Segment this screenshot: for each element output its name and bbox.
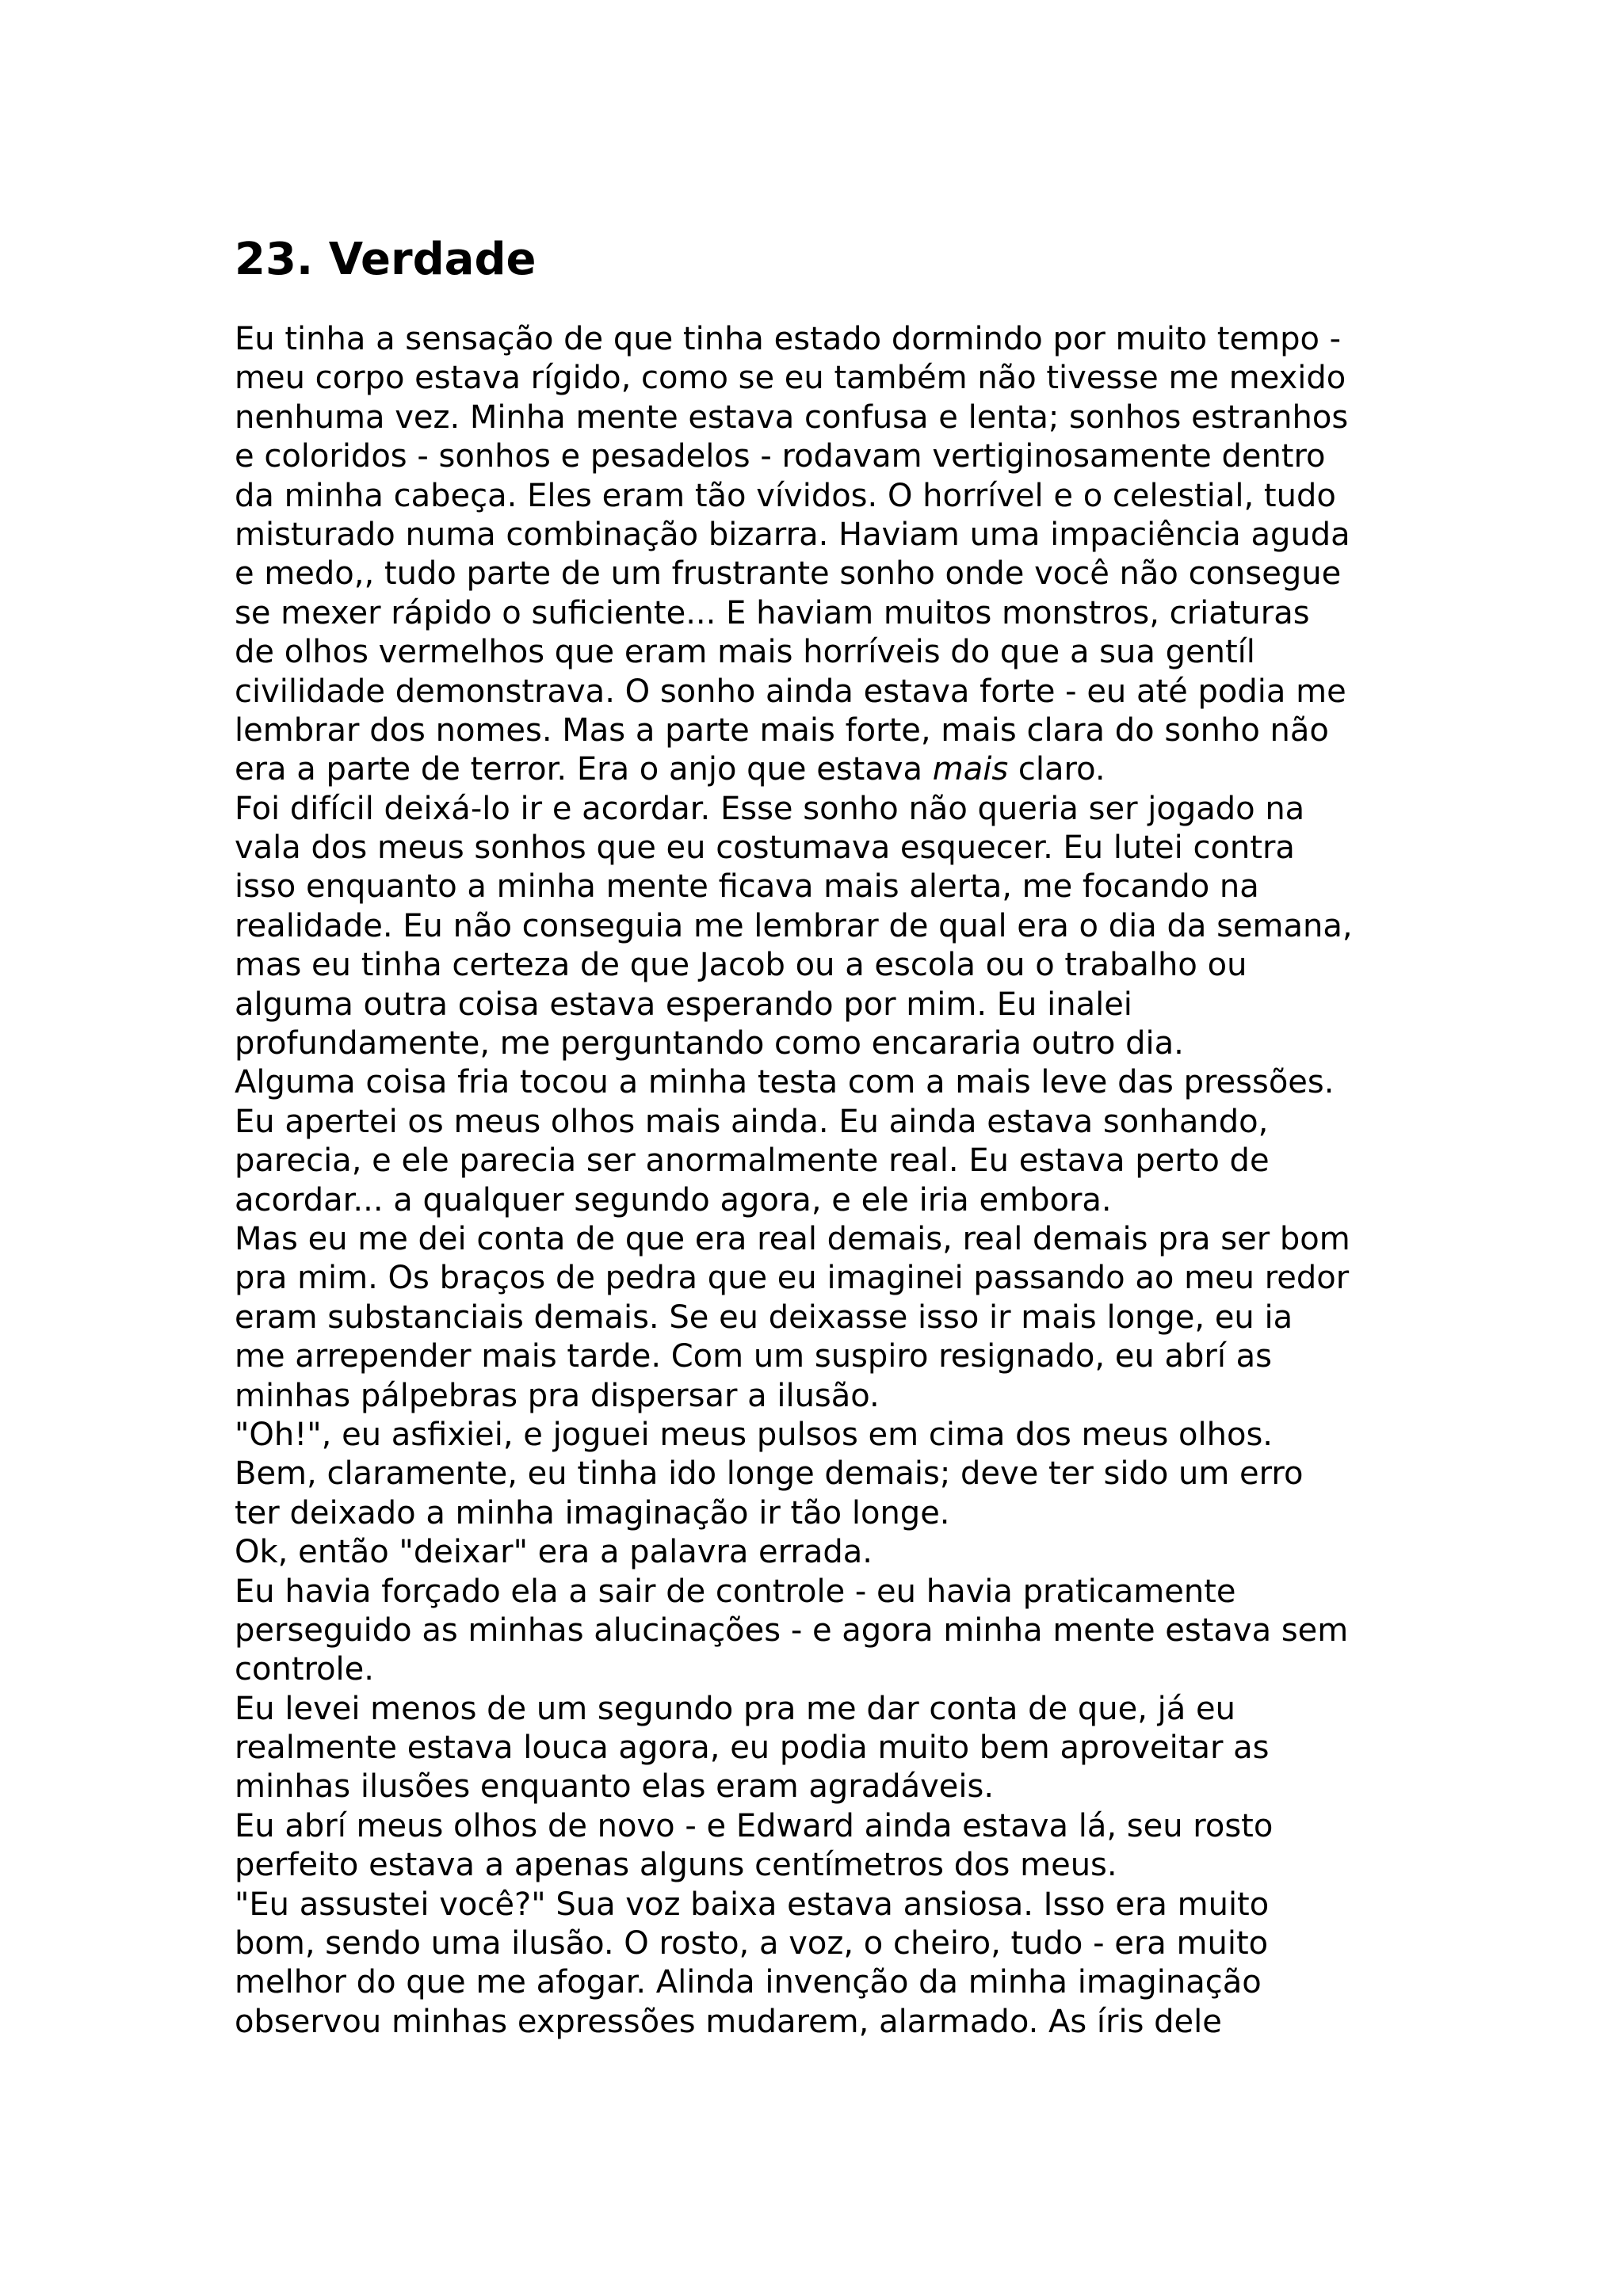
text-line: meu corpo estava rígido, como se eu também não tivesse me mexido [235, 360, 1346, 397]
text-line: Eu levei menos de um segundo pra me dar conta de que, já eu [235, 1690, 1235, 1727]
text-line: acordar... a qualquer segundo agora, e ele iria embora. [235, 1181, 1112, 1219]
text-line: ter deixado a minha imaginação ir tão longe. [235, 1494, 950, 1531]
text-line: misturado numa combinação bizarra. Haviam uma impaciência aguda [235, 516, 1350, 553]
text-line: parecia, e ele parecia ser anormalmente real. Eu estava perto de [235, 1142, 1270, 1180]
text-line: eram substanciais demais. Se eu deixasse isso ir mais longe, eu ia [235, 1299, 1293, 1336]
text-line: alguma outra coisa estava esperando por mim. Eu inalei [235, 986, 1132, 1023]
text-line: me arrepender mais tarde. Com um suspiro resignado, eu abrí as [235, 1338, 1273, 1375]
document-page [235, 228, 1423, 2042]
text-line: melhor do que me afogar. Alinda invenção da minha imaginação [235, 1964, 1262, 2001]
emphasized-word: mais [932, 751, 1009, 788]
text-segment: era a parte de terror. Era o anjo que estava [235, 751, 933, 788]
text-line: Mas eu me dei conta de que era real demais, real demais pra ser bom [235, 1220, 1350, 1257]
text-line: bom, sendo uma ilusão. O rosto, a voz, o cheiro, tudo - era muito [235, 1925, 1269, 1962]
text-line: Eu abrí meus olhos de novo - e Edward ainda estava lá, seu rosto [235, 1807, 1274, 1844]
text-line: nenhuma vez. Minha mente estava confusa e lenta; sonhos estranhos [235, 399, 1349, 436]
text-line: Bem, claramente, eu tinha ido longe demais; deve ter sido um erro [235, 1455, 1304, 1493]
text-line: "Oh!", eu asfixiei, e joguei meus pulsos em cima dos meus olhos. [235, 1416, 1273, 1453]
text-line: lembrar dos nomes. Mas a parte mais forte, mais clara do sonho não [235, 711, 1329, 749]
chapter-title: 23. Verdade [235, 234, 537, 285]
text-line: realmente estava louca agora, eu podia muito bem aproveitar as [235, 1730, 1270, 1767]
text-line: Foi difícil deixá-lo ir e acordar. Esse sonho não queria ser jogado na [235, 790, 1305, 827]
text-line: Eu apertei os meus olhos mais ainda. Eu ainda estava sonhando, [235, 1103, 1269, 1140]
text-line [235, 750, 1423, 789]
text-line: observou minhas expressões mudarem, alarmado. As íris dele [235, 2003, 1222, 2040]
text-line: Ok, então "deixar" era a palavra errada. [235, 1534, 873, 1571]
text-line: realidade. Eu não conseguia me lembrar de qual era o dia da semana, [235, 907, 1353, 944]
text-line: "Eu assustei você?" Sua voz baixa estava ansiosa. Isso era muito [235, 1886, 1270, 1923]
text-line: e medo,, tudo parte de um frustrante sonho onde você não consegue [235, 555, 1342, 593]
text-line: vala dos meus sonhos que eu costumava esquecer. Eu lutei contra [235, 830, 1295, 867]
text-line: se mexer rápido o suficiente... E haviam muitos monstros, criaturas [235, 594, 1310, 631]
text-line: mas eu tinha certeza de que Jacob ou a escola ou o trabalho ou [235, 947, 1247, 984]
text-line: controle. [235, 1651, 374, 1688]
text-line: de olhos vermelhos que eram mais horríveis do que a sua gentíl [235, 634, 1255, 671]
text-line: e coloridos - sonhos e pesadelos - rodavam vertiginosamente dentro [235, 438, 1326, 475]
text-segment: claro. [1008, 751, 1106, 788]
chapter-body [235, 320, 1423, 2042]
text-line: civilidade demonstrava. O sonho ainda estava forte - eu até podia me [235, 673, 1346, 710]
text-line: perfeito estava a apenas alguns centímetros dos meus. [235, 1847, 1117, 1884]
text-line: Alguma coisa fria tocou a minha testa com a mais leve das pressões. [235, 1064, 1335, 1101]
text-line: Eu tinha a sensação de que tinha estado dormindo por muito tempo - [235, 321, 1342, 357]
text-line: isso enquanto a minha mente ficava mais alerta, me focando na [235, 868, 1259, 906]
text-line: minhas ilusões enquanto elas eram agradáveis. [235, 1768, 995, 1806]
text-line: minhas pálpebras pra dispersar a ilusão. [235, 1377, 880, 1414]
text-line: perseguido as minhas alucinações - e agora minha mente estava sem [235, 1611, 1349, 1649]
text-line: profundamente, me perguntando como encararia outro dia. [235, 1025, 1184, 1062]
text-line: da minha cabeça. Eles eram tão vívidos. O horrível e o celestial, tudo [235, 477, 1336, 514]
text-line: pra mim. Os braços de pedra que eu imaginei passando ao meu redor [235, 1260, 1350, 1297]
text-line: Eu havia forçado ela a sair de controle - eu havia praticamente [235, 1573, 1236, 1610]
